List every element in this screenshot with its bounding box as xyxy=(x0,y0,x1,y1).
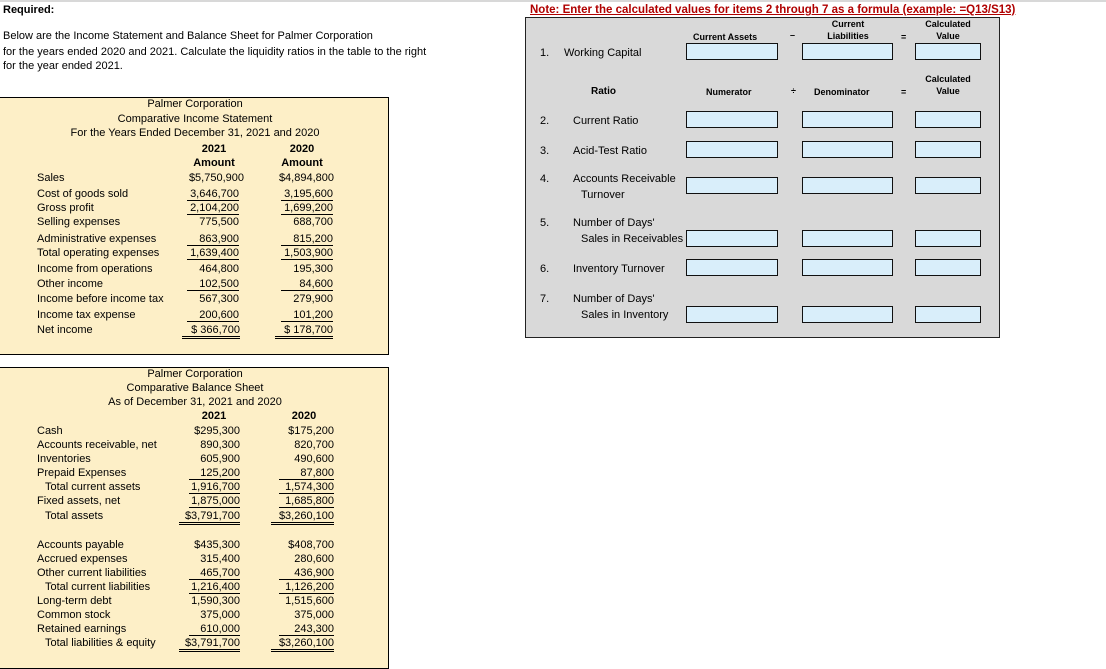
bs-asset-2020: $3,260,100 xyxy=(271,510,334,525)
item-working-capital: Working Capital xyxy=(564,47,642,59)
item-ar-turnover: Accounts Receivable xyxy=(573,173,676,185)
bs-liab-2020: 280,600 xyxy=(294,553,334,565)
is-row-2020: 84,600 xyxy=(281,278,333,291)
item-number: 5. xyxy=(540,217,550,229)
inventory-turnover-denominator-input[interactable] xyxy=(802,259,893,276)
balance-sheet-box xyxy=(0,367,389,669)
days-receivables-value-input[interactable] xyxy=(915,230,981,247)
days-inventory-denominator-input[interactable] xyxy=(802,306,893,323)
bs-asset-label: Inventories xyxy=(37,453,91,465)
bs-liab-2020: 1,126,200 xyxy=(279,581,334,594)
bs-asset-2021: 125,200 xyxy=(189,467,240,480)
is-row-label: Income tax expense xyxy=(37,309,136,321)
bs-liab-2021: 610,000 xyxy=(189,623,240,636)
current-ratio-value-input[interactable] xyxy=(915,111,981,128)
item-number: 7. xyxy=(540,293,550,305)
instruction-line-1: Below are the Income Statement and Balance Sheet for Palmer Corporation xyxy=(3,30,373,42)
bs-asset-label: Total assets xyxy=(45,510,104,522)
ar-turnover-value-input[interactable] xyxy=(915,177,981,194)
bs-asset-2020: 1,685,800 xyxy=(279,495,334,508)
numerator-header: Numerator xyxy=(706,87,752,97)
ratio-calc-header-1: Calculated xyxy=(925,74,971,84)
bs-asset-label: Cash xyxy=(37,425,63,437)
is-row-2021: 464,800 xyxy=(199,263,239,275)
is-row-2021: 567,300 xyxy=(199,293,239,305)
wc-header-calculated: Calculated xyxy=(925,19,971,29)
item-ar-turnover-line2: Turnover xyxy=(581,189,625,201)
bs-asset-2021: 605,900 xyxy=(200,453,240,465)
bs-asset-2020: $175,200 xyxy=(288,425,334,437)
is-year-2020: 2020 xyxy=(289,143,315,155)
is-amount-2020: Amount xyxy=(281,157,323,169)
bs-liab-label: Long-term debt xyxy=(37,595,112,607)
item-acid-test-ratio: Acid-Test Ratio xyxy=(573,145,647,157)
is-row-label: Administrative expenses xyxy=(37,233,157,245)
bs-liab-2021: 1,590,300 xyxy=(191,595,240,607)
bs-liab-label: Accrued expenses xyxy=(37,553,128,565)
is-row-2021: $5,750,900 xyxy=(188,172,244,184)
is-company: Palmer Corporation xyxy=(147,98,243,110)
ratio-calc-header-2: Value xyxy=(936,86,960,96)
bs-year-2021: 2021 xyxy=(201,410,227,422)
current-ratio-denominator-input[interactable] xyxy=(802,111,893,128)
ar-turnover-denominator-input[interactable] xyxy=(802,177,893,194)
is-row-2020: $4,894,800 xyxy=(278,172,334,184)
bs-asset-2020: 1,574,300 xyxy=(279,481,334,494)
bs-asset-label: Accounts receivable, net xyxy=(37,439,157,451)
bs-asset-2021: 1,916,700 xyxy=(189,481,240,494)
wc-header-value: Value xyxy=(936,31,960,41)
bs-liab-2020: 243,300 xyxy=(279,623,334,636)
bs-liab-label: Total liabilities & equity xyxy=(45,637,156,649)
is-title: Comparative Income Statement xyxy=(117,113,273,125)
instruction-line-3: for the year ended 2021. xyxy=(3,60,123,72)
is-row-label: Income from operations xyxy=(37,263,153,275)
required-label: Required: xyxy=(3,4,55,16)
inventory-turnover-numerator-input[interactable] xyxy=(686,259,778,276)
bs-asset-label: Total current assets xyxy=(45,481,141,493)
formula-note: Note: Enter the calculated values for items 2 through 7 as a formula (example: =Q13/S13) xyxy=(530,4,1016,16)
is-row-label: Cost of goods sold xyxy=(37,188,129,200)
is-row-2020: 279,900 xyxy=(293,293,333,305)
bs-liab-2020: 1,515,600 xyxy=(285,595,334,607)
is-row-label: Total operating expenses xyxy=(37,247,160,259)
is-row-label: Selling expenses xyxy=(37,216,121,228)
wc-header-minus: – xyxy=(790,30,796,40)
bs-asset-label: Fixed assets, net xyxy=(37,495,121,507)
is-row-2020: 1,699,200 xyxy=(281,202,333,215)
bs-liab-2021: 1,216,400 xyxy=(189,581,240,594)
is-row-label: Net income xyxy=(37,324,93,336)
wc-current-liabilities-input[interactable] xyxy=(802,43,893,60)
income-statement-box xyxy=(0,97,389,355)
is-row-2020: 1,503,900 xyxy=(281,247,333,260)
bs-period: As of December 31, 2021 and 2020 xyxy=(108,396,282,408)
is-row-2020: $ 178,700 xyxy=(275,324,333,339)
item-inventory-turnover: Inventory Turnover xyxy=(573,263,665,275)
bs-liab-2020: $3,260,100 xyxy=(271,637,334,652)
divide-header: ÷ xyxy=(791,86,796,96)
item-days-inventory-line2: Sales in Inventory xyxy=(581,309,669,321)
is-row-2021: 200,600 xyxy=(187,309,239,322)
bs-company: Palmer Corporation xyxy=(147,368,243,380)
wc-calculated-input[interactable] xyxy=(915,43,981,60)
is-row-2020: 3,195,600 xyxy=(281,188,333,201)
is-row-2020: 688,700 xyxy=(293,216,333,228)
bs-year-2020: 2020 xyxy=(291,410,317,422)
item-number: 6. xyxy=(540,263,550,275)
item-number: 1. xyxy=(540,47,550,59)
ratio-panel xyxy=(525,17,1000,338)
days-inventory-numerator-input[interactable] xyxy=(686,306,778,323)
ar-turnover-numerator-input[interactable] xyxy=(686,177,778,194)
bs-liab-2020: 375,000 xyxy=(294,609,334,621)
bs-liab-2021: $435,300 xyxy=(194,539,240,551)
acid-test-denominator-input[interactable] xyxy=(802,141,893,158)
bs-asset-2021: $295,300 xyxy=(194,425,240,437)
is-year-2021: 2021 xyxy=(201,143,227,155)
acid-test-value-input[interactable] xyxy=(915,141,981,158)
bs-liab-label: Accounts payable xyxy=(37,539,124,551)
bs-asset-2020: 820,700 xyxy=(294,439,334,451)
wc-header-current-assets: Current Assets xyxy=(693,32,758,42)
ratio-header: Ratio xyxy=(591,86,616,97)
is-row-2020: 195,300 xyxy=(293,263,333,275)
days-receivables-numerator-input[interactable] xyxy=(686,230,778,247)
acid-test-numerator-input[interactable] xyxy=(686,141,778,158)
is-row-label: Other income xyxy=(37,278,104,290)
is-row-2020: 101,200 xyxy=(281,309,333,322)
is-row-2021: 775,500 xyxy=(199,216,239,228)
is-row-label: Income before income tax xyxy=(37,293,164,305)
item-days-receivables-line2: Sales in Receivables xyxy=(581,233,684,245)
is-amount-2021: Amount xyxy=(193,157,235,169)
is-row-2021: $ 366,700 xyxy=(182,324,240,339)
ratio-equals-header: = xyxy=(901,87,907,97)
bs-liab-2021: 375,000 xyxy=(200,609,240,621)
is-row-2021: 1,639,400 xyxy=(187,247,239,260)
current-ratio-numerator-input[interactable] xyxy=(686,111,778,128)
wc-current-assets-input[interactable] xyxy=(686,43,778,60)
is-row-label: Sales xyxy=(37,172,65,184)
bs-liab-2021: $3,791,700 xyxy=(179,637,240,652)
inventory-turnover-value-input[interactable] xyxy=(915,259,981,276)
bs-liab-label: Other current liabilities xyxy=(37,567,147,579)
bs-liab-label: Retained earnings xyxy=(37,623,127,635)
bs-asset-2020: 490,600 xyxy=(294,453,334,465)
bs-asset-2021: 890,300 xyxy=(200,439,240,451)
item-current-ratio: Current Ratio xyxy=(573,115,639,127)
bs-liab-2020: 436,900 xyxy=(279,567,334,580)
is-period: For the Years Ended December 31, 2021 and 2020 xyxy=(70,127,320,139)
is-row-2021: 3,646,700 xyxy=(187,188,239,201)
bs-asset-2021: 1,875,000 xyxy=(189,495,240,508)
item-number: 3. xyxy=(540,145,550,157)
is-row-label: Gross profit xyxy=(37,202,94,214)
bs-liab-2021: 465,700 xyxy=(189,567,240,580)
item-number: 4. xyxy=(540,173,550,185)
bs-liab-label: Total current liabilities xyxy=(45,581,151,593)
bs-asset-label: Prepaid Expenses xyxy=(37,467,127,479)
item-days-inventory: Number of Days' xyxy=(573,293,655,305)
bs-title: Comparative Balance Sheet xyxy=(126,382,264,394)
is-row-2021: 863,900 xyxy=(187,233,239,246)
item-number: 2. xyxy=(540,115,550,127)
is-row-2021: 102,500 xyxy=(187,278,239,291)
days-receivables-denominator-input[interactable] xyxy=(802,230,893,247)
denominator-header: Denominator xyxy=(814,87,870,97)
bs-liab-2020: $408,700 xyxy=(288,539,334,551)
wc-header-liabilities: Liabilities xyxy=(827,31,869,41)
days-inventory-value-input[interactable] xyxy=(915,306,981,323)
instruction-line-2: for the years ended 2020 and 2021. Calculate the liquidity ratios in the table to the right xyxy=(3,46,427,58)
bs-liab-2021: 315,400 xyxy=(200,553,240,565)
item-days-receivables: Number of Days' xyxy=(573,217,655,229)
is-row-2020: 815,200 xyxy=(281,233,333,246)
wc-header-equals: = xyxy=(901,32,907,42)
wc-header-current: Current xyxy=(831,19,865,29)
spreadsheet-gridlines xyxy=(0,0,1106,2)
bs-asset-2020: 87,800 xyxy=(279,467,334,480)
bs-liab-label: Common stock xyxy=(37,609,111,621)
is-row-2021: 2,104,200 xyxy=(187,202,239,215)
bs-asset-2021: $3,791,700 xyxy=(179,510,240,525)
